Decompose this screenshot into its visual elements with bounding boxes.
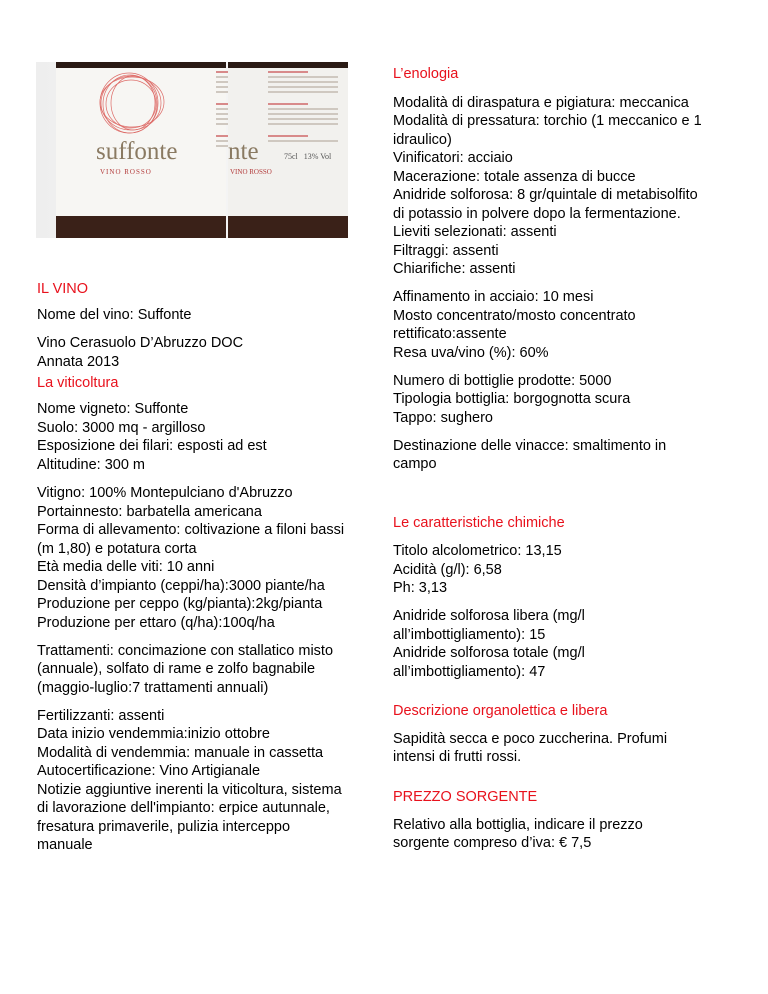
brand-name: suffonte bbox=[96, 138, 178, 165]
anidride-libera-cont: all’imbottigliamento): 15 bbox=[393, 627, 546, 643]
section-heading-descrizione: Descrizione organolettica e libera bbox=[393, 703, 608, 719]
vinificatori: Vinificatori: acciaio bbox=[393, 150, 513, 166]
affinamento: Affinamento in acciaio: 10 mesi bbox=[393, 289, 594, 305]
anidride-solforosa-cont: di potassio in polvere dopo la fermentazione. bbox=[393, 206, 681, 222]
nome-vino: Nome del vino: Suffonte bbox=[37, 307, 192, 323]
brand-subtitle-back: VINO ROSSO bbox=[230, 168, 272, 176]
densita-impianto: Densità d’impianto (ceppi/ha):3000 piante/ha bbox=[37, 578, 325, 594]
notizie: Notizie aggiuntive inerenti la viticoltura, sistema bbox=[37, 782, 342, 798]
bottle-front bbox=[56, 62, 226, 238]
notizie-cont3: manuale bbox=[37, 837, 93, 853]
data-vendemmia: Data inizio vendemmia:inizio ottobre bbox=[37, 726, 270, 742]
titolo-alcolometrico: Titolo alcolometrico: 13,15 bbox=[393, 543, 562, 559]
produzione-ettaro: Produzione per ettaro (q/ha):100q/ha bbox=[37, 615, 275, 631]
anidride-totale: Anidride solforosa totale (mg/l bbox=[393, 645, 585, 661]
section-heading-il-vino: IL VINO bbox=[37, 281, 89, 297]
chiarifiche: Chiarifiche: assenti bbox=[393, 261, 516, 277]
eta-viti: Età media delle viti: 10 anni bbox=[37, 559, 215, 575]
portainnesto: Portainnesto: barbatella americana bbox=[37, 504, 262, 520]
vitigno: Vitigno: 100% Montepulciano d'Abruzzo bbox=[37, 485, 293, 501]
section-heading-viticoltura: La viticoltura bbox=[37, 375, 119, 391]
ph: Ph: 3,13 bbox=[393, 580, 448, 596]
numero-bottiglie: Numero di bottiglie prodotte: 5000 bbox=[393, 373, 612, 389]
section-heading-chimiche: Le caratteristiche chimiche bbox=[393, 515, 565, 531]
anidride-totale-cont: all’imbottigliamento): 47 bbox=[393, 664, 546, 680]
prezzo-relativo: Relativo alla bottiglia, indicare il prezzo bbox=[393, 817, 643, 833]
esposizione: Esposizione dei filari: esposti ad est bbox=[37, 438, 267, 454]
forma-allevamento: Forma di allevamento: coltivazione a filoni bassi bbox=[37, 522, 345, 538]
anidride-solforosa: Anidride solforosa: 8 gr/quintale di metabisolfito bbox=[393, 187, 698, 203]
altitudine: Altitudine: 300 m bbox=[37, 457, 146, 473]
annata: Annata 2013 bbox=[37, 354, 120, 370]
mosto: Mosto concentrato/mosto concentrato bbox=[393, 308, 636, 324]
denominazione: Vino Cerasuolo D’Abruzzo DOC bbox=[37, 335, 244, 351]
bottle-back bbox=[228, 62, 348, 238]
trattamenti-cont: (annuale), solfato di rame e zolfo bagnabile bbox=[37, 661, 316, 677]
trattamenti-cont2: (maggio-luglio:7 trattamenti annuali) bbox=[37, 680, 269, 696]
section-heading-prezzo: PREZZO SORGENTE bbox=[393, 789, 538, 805]
tipologia-bottiglia: Tipologia bottiglia: borgognotta scura bbox=[393, 391, 631, 407]
diraspatura: Modalità di diraspatura e pigiatura: meccanica bbox=[393, 95, 689, 111]
tappo: Tappo: sughero bbox=[393, 410, 493, 426]
modalita-vendemmia: Modalità di vendemmia: manuale in cassetta bbox=[37, 745, 324, 761]
pressatura-cont: idraulico) bbox=[393, 132, 452, 148]
red-circle-logo bbox=[86, 68, 176, 138]
macerazione: Macerazione: totale assenza di bucce bbox=[393, 169, 636, 185]
autocertificazione: Autocertificazione: Vino Artigianale bbox=[37, 763, 261, 779]
resa: Resa uva/vino (%): 60% bbox=[393, 345, 549, 361]
descrizione-organolettica-cont: intensi di frutti rossi. bbox=[393, 749, 522, 765]
forma-allevamento-cont: (m 1,80) e potatura corta bbox=[37, 541, 197, 557]
mosto-cont: rettificato:assente bbox=[393, 326, 507, 342]
brand-name-back: nte bbox=[228, 138, 259, 165]
nome-vigneto: Nome vigneto: Suffonte bbox=[37, 401, 189, 417]
destinazione-vinacce: Destinazione delle vinacce: smaltimento in bbox=[393, 438, 667, 454]
suolo: Suolo: 3000 mq - argilloso bbox=[37, 420, 206, 436]
label-text-lines-back bbox=[268, 68, 338, 145]
prezzo-sorgente: sorgente compreso d’iva: € 7,5 bbox=[393, 835, 592, 851]
brand-subtitle: VINO ROSSO bbox=[100, 168, 152, 176]
descrizione-organolettica: Sapidità secca e poco zuccherina. Profumi bbox=[393, 731, 668, 747]
lieviti: Lieviti selezionati: assenti bbox=[393, 224, 557, 240]
acidita: Acidità (g/l): 6,58 bbox=[393, 562, 502, 578]
destinazione-vinacce-cont: campo bbox=[393, 456, 437, 472]
product-photo bbox=[36, 62, 348, 238]
pressatura: Modalità di pressatura: torchio (1 meccanico e 1 bbox=[393, 113, 702, 129]
section-heading-enologia: L’enologia bbox=[393, 66, 459, 82]
produzione-ceppo: Produzione per ceppo (kg/pianta):2kg/pianta bbox=[37, 596, 323, 612]
volume-label: 75cl 13% Vol bbox=[284, 152, 332, 161]
trattamenti: Trattamenti: concimazione con stallatico misto bbox=[37, 643, 334, 659]
fertilizzanti: Fertilizzanti: assenti bbox=[37, 708, 165, 724]
notizie-cont2: fresatura primaverile, pulizia interceppo bbox=[37, 819, 291, 835]
anidride-libera: Anidride solforosa libera (mg/l bbox=[393, 608, 585, 624]
filtraggi: Filtraggi: assenti bbox=[393, 243, 499, 259]
notizie-cont: di lavorazione dell'impianto: erpice autunnale, bbox=[37, 800, 330, 816]
